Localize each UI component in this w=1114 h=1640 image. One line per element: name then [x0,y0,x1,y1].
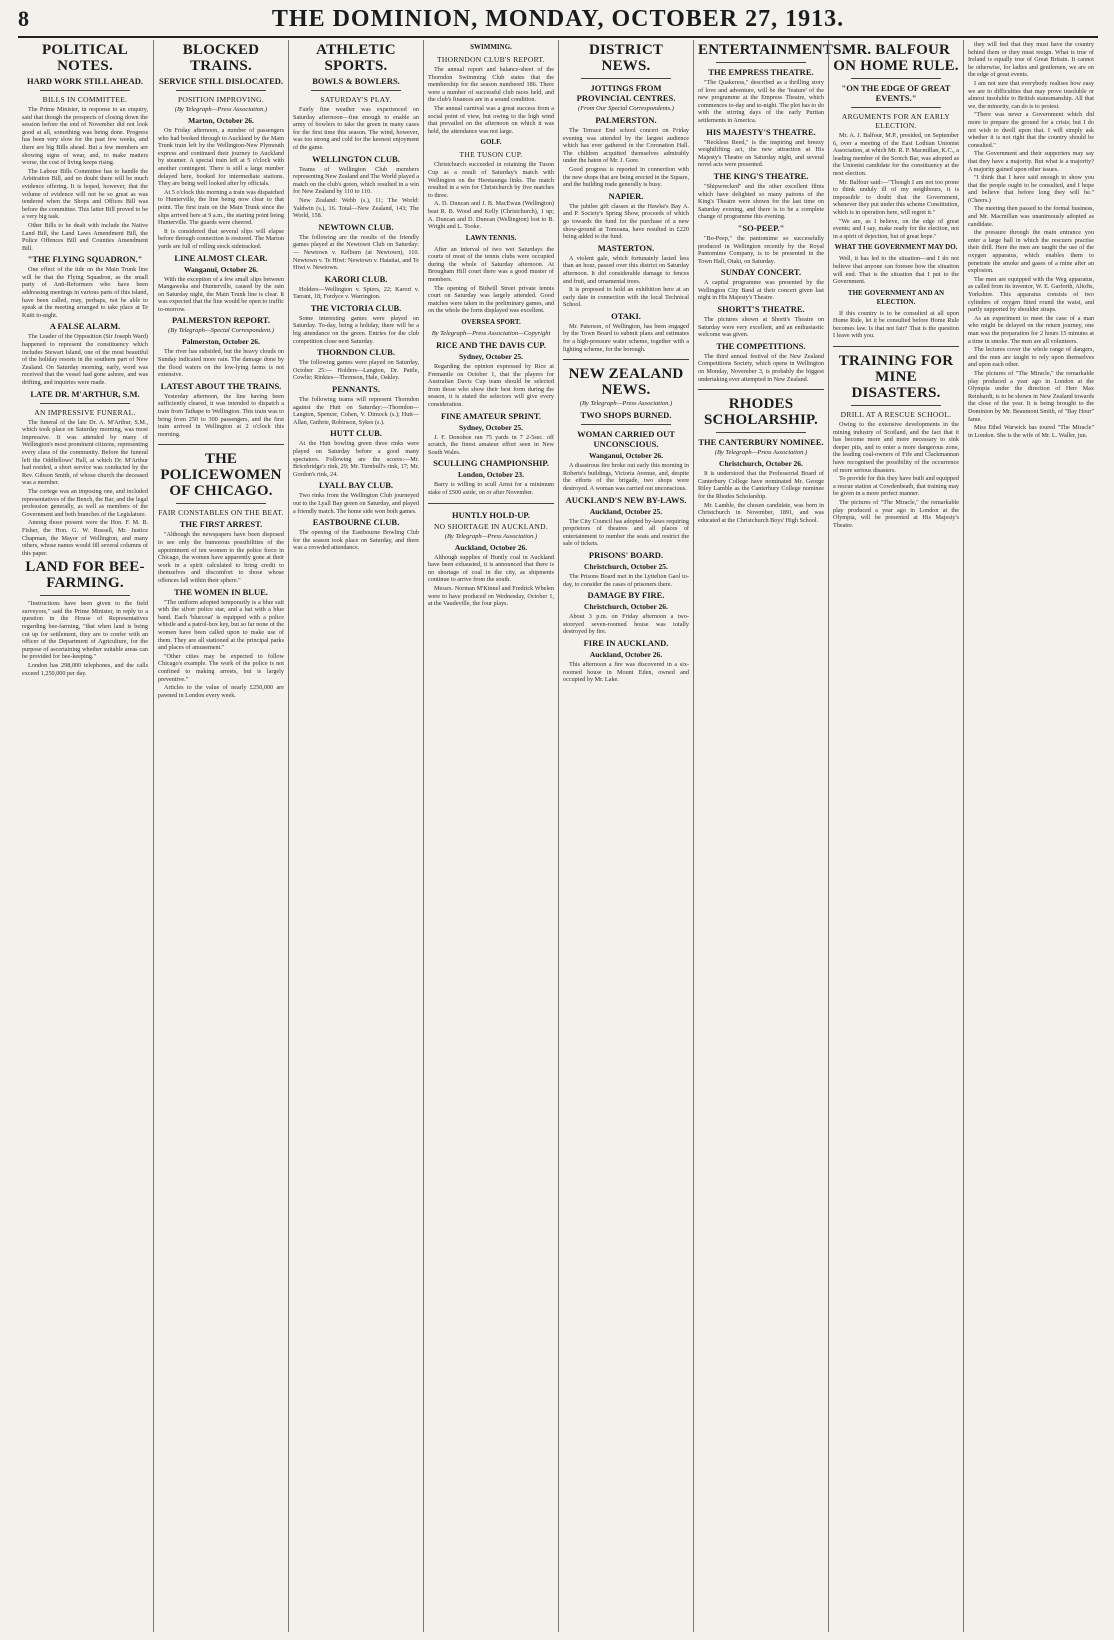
article-subheading: THE WOMEN IN BLUE. [174,586,268,597]
article-paragraph: The Prime Minister, in response to an enquiry, said that though the prospects of closing down the session before the end of November did not look good at all, something was being done. Progress has been very slow for the past few weeks, and there are big Bills ahead. But a few members are showing signs of wear, and, to make matters worse, the cost of living keeps rising. [22,106,148,167]
credit-line: (By Telegraph—Press Association.) [444,532,538,540]
divider-rule [851,405,941,406]
article-paragraph: The opening of Bidwill Street private tennis court on Saturday was largely attended. Good matches were taken in the preliminary games, and on the whole the form displayed was excellent. [428,284,554,315]
article-paragraph: Mr. A. J. Balfour, M.P., presided, on September 6, over a meeting of the East Lothian Unionist Association, at which Mr. R. P. Macmillan, K.C., a leading member of the Scotch Bar, was adopted as the Unionist candidate for the constituency at the next election. [833,132,959,177]
article-paragraph: The river has subsided, but the heavy clouds on Sunday indicated more rain. The damage done by the flood waters on the low-lying farms is not extensive. [158,348,284,379]
article-subheading: WOMAN CARRIED OUT UNCONSCIOUS. [577,429,675,450]
article-subheading: HUNTLY HOLD-UP. [452,509,530,520]
divider-rule [176,503,266,504]
article-subheading: HIS MAJESTY'S THEATRE. [706,126,816,137]
column-divider-rule [158,444,284,445]
article-subheading: EASTBOURNE CLUB. [312,517,400,528]
article-subheading: NEWTOWN CLUB. [318,221,394,232]
dateline: Marton, October 26. [188,116,254,125]
article-paragraph: "There was never a Government which did more to prepare the ground for a crisis; but I do not wish to dwell upon that. I will simply ask whether it is not right that the country should be consulted." [968,111,1094,149]
column-content [694,42,846,524]
article-paragraph: Some interesting games were played on Saturday. To-day, being a holiday, there will be a big attendance on the green. Entries for the club competition close next Saturday. [293,314,419,345]
article-section-label: BILLS IN COMMITTEE. [42,95,128,104]
column-divider-rule [698,389,824,390]
article-paragraph: The cortege was an imposing one, and included representatives of the Bench, the Bar, and the legal profession generally, as well as members of the Government and both branches of the Legislature. [22,487,148,518]
section-heading: LAWN TENNIS. [465,233,517,242]
article-paragraph: The annual carnival was a great success from a social point of view, but owing to the high wind that prevailed on the afternoon on which it was held, the attendance was not large. [428,104,554,135]
column-content [289,42,423,552]
column-divider-rule [428,503,554,504]
article-paragraph: The Leader of the Opposition (Sir Joseph Ward) happened to represent the constituency which includes Stewart Island, one of the most beautiful of the holiday resorts in the southern part of New Zealand. On Saturday morning, early, word was received that the vessel had gone ashore, and was drifting, and inquiries were made. [22,333,148,386]
article-paragraph: Holders—Wellington v. Spiers, 22; Karori v. Tarrant, 18; Fordyce v. Warrington. [293,285,419,301]
divider-rule [716,432,806,433]
article-paragraph: The funeral of the late Dr. A. M'Arthur, S.M., which took place on Saturday morning, was most impressive. It was attended by many of Wellington's most prominent citizens, representing every class of the community. Before the funeral left the Oddfellows' Hall, at which Dr. M'Arthur had resided, a short service was conducted by the Rev. Gibson Smith, of whose church the deceased was a member. [22,418,148,487]
article-subheading: WELLINGTON CLUB. [312,153,400,164]
column-6 [693,40,846,1632]
article-subheading: HUTT CLUB. [330,428,382,439]
divider-rule [716,62,806,63]
article-paragraph: Although supplies of Huntly coal in Auckland have been exhausted, it is announced that there is no shortage of coal in the city, as shipments continue to arrive from the south. [428,553,554,584]
article-paragraph: As an experiment to meet the case of a man who might be delayed on the return journey, one man was the preparation for 2 hours 15 minutes at a time in smoke. The men are all volunteers. [968,314,1094,345]
article-subheading: LATE DR. M'ARTHUR, S.M. [30,388,140,399]
article-paragraph: It is proposed to hold an exhibition here at an early date in connection with the local Technical School. [563,286,689,309]
column-content [424,43,558,608]
article-subheading: THORNDON CLUB. [317,347,395,358]
column-divider-rule [833,346,959,347]
article-paragraph: A violent gale, which fortunately lasted less than an hour, passed over this district on Saturday afternoon. It did considerable damage to fences and fruit, and ornamental trees. [563,254,689,285]
section-heading: SWIMMING. [470,43,512,51]
column-8 [963,40,1098,1632]
article-headline: TRAINING FOR MINE DISASTERS. [838,353,954,402]
article-paragraph: The Government and their supporters may say that they have a majority. But what is a majority? A majority gained upon other issues. [968,150,1094,173]
credit-line: (By Telegraph—Press Association.) [579,400,673,408]
article-section-label: FAIR CONSTABLES ON THE BEAT. [158,508,284,518]
article-paragraph: About 3 p.m. on Friday afternoon a two-storeyed seven-roomed house was totally destroyed by fire. [563,613,689,636]
article-headline: LAND FOR BEE-FARMING. [25,559,145,592]
article-subheading: SHORTT'S THEATRE. [717,304,805,315]
dateline: Christchurch, October 26. [719,459,803,469]
article-headline: POLITICAL NOTES. [42,42,128,74]
article-paragraph: "Other cities may be expected to follow Chicago's example. The work of the police is not confined to making arrests, but is largely preventive." [158,652,284,683]
page-number: 8 [18,6,29,31]
article-headline: ENTERTAINMENTS. [698,42,846,58]
article-subheading: "THE FLYING SQUADRON." [27,254,143,265]
article-subheading: THE EMPRESS THEATRE. [708,67,814,77]
article-headline: ATHLETIC SPORTS. [316,42,396,74]
article-subheading: AUCKLAND'S NEW BY-LAWS. [565,494,687,505]
article-paragraph: Articles to the value of nearly £250,000 are pawned in London every week. [158,684,284,699]
divider-rule [40,90,130,91]
column-3 [288,40,423,1632]
column-content [559,42,693,684]
article-paragraph: The jubilee gift classes at the Hawke's Bay A. and P. Society's Spring Show, proceeds of which go towards the fund for the purchase of a new show-ground at Tomoana, have resulted in £220 being added to the fund. [563,202,689,241]
article-section-label: AN IMPRESSIVE FUNERAL. [34,407,136,417]
article-headline: NEW ZEALAND NEWS. [568,366,684,399]
article-paragraph: The opening of the Eastbourne Bowling Club for the season took place on Saturday, and there was a crowded attendance. [293,529,419,552]
article-paragraph: To provide for this they have built and equipped a rescue station at Cowdenbeath, that training may be given in a more perfect manner. [833,475,959,498]
column-content [829,42,963,529]
credit-line: By Telegraph—Press Association—Copyright [431,330,551,338]
column-content [964,41,1098,439]
article-paragraph: "We are, as I believe, on the edge of great events; and I say, make ready for the election, not in a spirit of dejection, but of great hope." [833,217,959,240]
article-paragraph: Barry is willing to scull Arnst for a minimum stake of £500 aside, on or after November. [428,481,554,496]
article-paragraph: The pictures of "The Miracle," the remarkable play produced a year ago in London at the Olympia under the direction of Herr Max Reinhardt, is to be shown in New Zealand towards the close of the year. It is being brought to the Dominion by Mr. Beaumont Smith, of "Bay Hour" fame. [968,369,1094,423]
article-subheading: "SO-PEEP." [737,222,785,233]
article-section-label: DRILL AT A RESCUE SCHOOL. [840,410,952,420]
divider-rule [851,107,941,108]
article-paragraph: The following games were played on Saturday, October 25:— Holders—Langton, Dr. Pattle, Cowlie; Rinkies—Thomson, Hale, Oakley. [293,359,419,382]
article-headline: RHODES SCHOLARSHIP. [704,396,818,429]
article-headline: MR. BALFOUR ON HOME RULE. [833,42,959,74]
article-paragraph: A. D. Duncan and J. B. MacEwan (Wellington) beat R. B. Wood and Kelly (Christchurch), 1 up; A. Duncan and D. Duncan (Wellington) lost to B. Wright and L. Tooke. [428,200,554,231]
article-subheading: FINE AMATEUR SPRINT. [440,410,542,421]
column-1 [18,40,152,1632]
article-paragraph: Teams of Wellington Club members representing New Zealand and The World played a match on the club's green, which resulted in a win for New Zealand by 110 to 110. [293,165,419,196]
article-paragraph: The third annual festival of the New Zealand Competitions Society, which opens in Wellington on Monday, November 3, is probably the biggest undertaking ever attempted in New Zealand. [698,352,824,383]
article-subheading: PRISONS' BOARD. [588,550,664,560]
article-subheading: THE VICTORIA CLUB. [310,302,402,313]
article-paragraph: If this country is to be consulted at all upon Home Rule, let it be consulted before Home Rule becomes law. Is that not fair? That is the question I leave with you. [833,309,959,340]
article-subheading: SUNDAY CONCERT. [720,267,802,278]
credit-line: (From Our Special Correspondents.) [578,105,674,112]
dateline: London, October 23. [457,470,525,480]
article-subheading: "ON THE EDGE OF GREAT EVENTS." [841,83,951,103]
section-heading: THE GOVERNMENT AND AN ELECTION. [847,288,945,306]
article-paragraph: "I think that I have said enough to show you that the people ought to be consulted, and I hope and believe that before long they will be." (Cheers.) [968,174,1094,204]
article-paragraph: The Labour Bills Committee has to handle the Arbitration Bill, and no doubt there will be much evidence offering. It is hoped, however, that the volume of evidence will not be so great as was tendered when the Shops and Offices Bill was before the committee. This latter Bill proved to be a very big task. [22,167,148,221]
article-paragraph: The pictures shown at Shortt's Theatre on Saturday were very excellent, and an enthusiastic welcome was given. [698,316,824,339]
article-paragraph: "The Quakeress," described as a thrilling story of love and adventure, will be the 'feature' of the new programme at the Empress Theatre, which commences to-day and to-night. The plot has to do with the stirring days of the early Puritan settlements in America. [698,79,824,124]
article-paragraph: The Terrace End school concert on Friday evening was attended by the largest audience which has ever gathered in the Coronation Hall. The children acquitted themselves admirably under the baton of Mr. J. Gore. [563,127,689,165]
article-paragraph: "Reckless Reed," is the inspiring and breezy weightlifting act, the new attraction at His Majesty's Theatre on Saturday night, and several novel acts were presented. [698,138,824,169]
article-paragraph: The men are equipped with the Weg apparatus, as called from its inventor, W. E. Garforth, Altofts, Yorkshire. This apparatus consists of two cylinders of oxygen fitted round the waist, and partly supported by shoulder straps. [968,275,1094,314]
article-paragraph: At the Hutt bowling green three rinks were played on Saturday before a good many spectators. Following are the scores:—Mr. Bricebridge's rink, 29; Mr. Turnbull's rink, 17; Mr. Gordon's rink, 24. [293,440,419,478]
dateline: Sydney, October 25. [458,422,524,432]
article-paragraph: Well, it has led to the situation—and I do not believe that anyone can foresee how the situation will end. That is the situation that I put to the Government. [833,255,959,286]
article-section-label: SATURDAY'S PLAY. [320,95,392,104]
article-subheading: BOWLS & BOWLERS. [312,76,400,86]
column-7 [828,40,963,1632]
article-subheading: DAMAGE BY FIRE. [587,590,665,601]
article-paragraph: The lectures cover the whole range of dangers, and the men are taught to rely upon themselves and upon each other. [968,346,1094,369]
article-paragraph: Fairly fine weather was experienced on Saturday afternoon—fine enough to enable an army of bowlers to take the green in many cases for the first time this season. The wind, however, was too strong and cold for the keenest enjoyment of the game. [293,106,419,151]
article-subheading: LINE ALMOST CLEAR. [174,252,268,263]
article-paragraph: Regarding the opinion expressed by Rice at Fremantle on October 1, that the players for Australian Davis Cup team should be selected from those who show their best form during the season, it is stated the selectors will give every consideration. [428,363,554,408]
article-paragraph: It is understood that the Professorial Board of Canterbury College have nominated Mr. George Riley Lamble as the Canterbury College nominee for the Rhodes Scholarship. [698,470,824,500]
article-subheading: TWO SHOPS BURNED. [580,410,672,421]
dateline: Christchurch, October 25. [584,562,668,571]
article-paragraph: "Bo-Peep," the pantomime so successfully produced in Wellington recently by the Royal Pantomime Company, is to be presented in the Town Hall, Otaki, on Saturday. [698,234,824,265]
divider-rule [581,424,671,425]
section-heading: OVERSEA SPORT. [461,318,521,327]
section-heading: GOLF. [480,138,502,147]
article-subheading: PALMERSTON. [595,115,657,125]
article-paragraph: Yesterday afternoon, the line having been sufficiently cleared, it was intended to dispatch a train from Taihape to Wellington. This train was to bring from 250 to 300 passengers, and the first train arrived in Wellington at 2 o'clock this morning. [158,392,284,438]
divider-rule [40,595,130,596]
divider-rule [311,90,401,91]
divider-rule [851,78,941,79]
article-paragraph: The following teams will represent Thorndon against the Hutt on Saturday:—Thorndon—Langton, Spencer, Cohen, V. Dimock (s.); Hutt—Allan, Guthrie, Robinson, Sykes (s.). [293,396,419,426]
dateline: Auckland, October 26. [589,649,663,659]
article-subheading: LATEST ABOUT THE TRAINS. [160,380,282,391]
divider-rule [40,403,130,404]
article-paragraph: "Although the newspapers have been disposed to see only the humorous possibilities of the appointment of ten women to the police force in Chicago, the women have apparently gone at their work in a spirit calculated to bring credit to themselves and discomfort to those whose offences fall within their sphere." [158,531,284,584]
article-subheading: THE COMPETITIONS. [716,340,806,351]
dateline: Palmerston, October 26. [182,337,260,347]
article-subheading: LYALL BAY CLUB. [318,480,394,491]
article-paragraph: A capital programme was presented by the Wellington City Band at their concert given last night in His Majesty's Theatre. [698,279,824,302]
article-paragraph: Other Bills to be dealt with include the Native Land Bill, the Land Laws Amendment Bill, the Police Offences Bill and Counties Amendment Bill. [22,221,148,252]
article-headline: BLOCKED TRAINS. [182,42,260,74]
article-subheading: RICE AND THE DAVIS CUP. [436,340,546,351]
credit-line: (By Telegraph—Press Association.) [174,106,268,113]
article-paragraph: I am not sure that everybody realises how easy we are to difficulties that may prove insoluble or almost insoluble to British statesmanship. All that we, the minority, can do is to protest. [968,79,1094,110]
article-paragraph: Two rinks from the Wellington Club journeyed out to the Lyall Bay green on Saturday, and played a friendly match. The home side won both games. [293,492,419,515]
article-paragraph: Mr. Balfour said:—"Though I am not too prone to think unduly ill of my neighbours, it is impossible to doubt that the Government, whenever they put under this scheme Constitution, which is in operation here, will regret it." [833,178,959,216]
article-section-label: NO SHORTAGE IN AUCKLAND. [433,521,549,531]
article-paragraph: Owing to the extensive developments in the mining industry of Scotland, and the fact that it has become more and more necessary to sink deeper pits, and to enter a more dangerous zone, the leading coal-owners of Fife and Clackmannan have recognised the possibility of the occurrence of more serious disasters. [833,421,959,474]
article-subheading: A FALSE ALARM. [49,321,121,332]
article-paragraph: New Zealand: Webb (s.), 11; The World: Yaldwin (s.), 16. Total—New Zealand, 143; The World, 158. [293,196,419,220]
article-paragraph: A disastrous fire broke out early this morning in Roberts's buildings, Victoria Avenue, and, despite the efforts of the brigade, two shops were destroyed. A woman was carried out unconscious. [563,462,689,493]
credit-line: (By Telegraph—Special Correspondent.) [168,327,274,335]
article-subheading: NAPIER. [608,190,644,201]
article-paragraph: After an interval of two wet Saturdays the courts of most of the tennis clubs were occupied during the whole of Saturday afternoon. At Brougham Hill court there was a good muster of members. [428,245,554,284]
dateline: Wanganui, October 26. [183,264,259,274]
divider-rule [581,78,671,79]
article-paragraph: It is considered that several slips will elapse before through connection is restored. The Marton yards are full of rolling stock sidetracked. [158,227,284,250]
article-section-label: THORNDON CLUB'S REPORT. [437,55,545,64]
divider-rule [176,90,266,91]
masthead [18,6,1098,38]
article-headline: THE POLICEWOMEN OF CHICAGO. [160,451,282,500]
article-subheading: OTAKI. [611,310,641,321]
article-paragraph: On Friday afternoon, a number of passengers who had booked through to Auckland by the Main Trunk train left by the Wellington-New Plymouth express and continued their journey to Auckland by steamer. A special train left at 5 o'clock with another contingent. There is still a large number delayed here, booked for intermediate stations. They are being well looked after by officials. [158,127,284,188]
article-paragraph: they will feel that they must have the country behind them or they must resign. What is true of Ireland is equally true of Great Britain. It cannot be otherwise, for ladies and gentlemen, we are on the edge of great events. [968,41,1094,79]
article-paragraph: Miss Ethel Warwick has toured "The Miracle" in London. She is the wife of Mr. L. Waller, jun. [968,424,1094,439]
dateline: Auckland, October 26. [454,542,528,552]
section-heading: WHAT THE GOVERNMENT MAY DO. [834,243,958,252]
article-subheading: SCULLING CHAMPIONSHIP. [433,458,549,469]
column-2 [153,40,288,1632]
article-paragraph: Mr. Paterson, of Wellington, has been engaged by the Town Board to submit plans and estimates for a high-pressure water scheme, together with a lighting scheme, for the borough. [563,322,689,353]
article-section-label: ARGUMENTS FOR AN EARLY ELECTION. [841,112,951,130]
article-paragraph: The Prisons Board met in the Lyttelton Gaol to-day, to consider the cases of prisoners there. [563,573,689,588]
article-paragraph: Messrs. Norman M'Kinnel and Fredrick Whelen were to have produced on Wednesday, October 1, at the Vaudeville, the four plays. [428,584,554,608]
column-content [18,42,152,677]
article-subheading: FIRE IN AUCKLAND. [583,637,669,648]
article-paragraph: Christchurch succeeded in retaining the Tuson Cup as a result of Saturday's match with Wellington on the Heretaunga links. The match resulted in a win for Christchurch by five matches to three. [428,161,554,199]
column-5 [558,40,693,1632]
column-divider-rule [563,359,689,360]
article-subheading: JOTTINGS FROM PROVINCIAL CENTRES. [576,83,676,103]
article-subheading: PENNANTS. [332,384,380,395]
article-paragraph: The following are the results of the friendly games played at the Newtown Club on Saturday:— Newtown v. Kelburn (at Newtown), 110. Newtown v. Te Hiwi: Newtown v. Hataitai, and Te Hiwi v. Newtown. [293,233,419,272]
article-subheading: MASTERTON. [597,242,655,253]
article-paragraph: The pictures of "The Miracle," the remarkable play produced a year ago in London at the Olympia, will be presented at His Majesty's Theatre. [833,499,959,529]
article-paragraph: J. F. Donohoe ran 75 yards in 7 2-5sec. off scratch, the finest amateur effort seen in New South Wales. [428,433,554,456]
article-paragraph: "Shipwrecked" and the other excellent films which have delighted so many patrons of the King's Theatre were shown for the last time on Saturday evening, and there is to be a complete change of programme this evening. [698,182,824,221]
article-subheading: THE CANTERBURY NOMINEE. [698,437,824,448]
dateline: Sydney, October 25. [458,352,524,362]
columns-container [18,40,1098,1632]
article-subheading: HARD WORK STILL AHEAD. [26,76,144,86]
article-headline: DISTRICT NEWS. [588,42,664,74]
column-4 [423,40,558,1632]
article-paragraph: The annual report and balance-sheet of the Thorndon Swimming Club states that the membership for the season numbered 186. There were a number of successful club races held, and the club's finances are in a sound condition. [428,66,554,104]
dateline: Auckland, October 25. [589,506,663,516]
column-content [154,42,288,699]
article-subheading: SERVICE STILL DISLOCATED. [158,76,284,86]
article-section-label: POSITION IMPROVING. [177,95,265,104]
article-section-label: THE TUSON CUP. [459,150,523,160]
article-paragraph: Among those present were the Hon. F. M. B. Fisher, the Hon. G. W. Russell, Mr. Justice Chapman, the Mayor of Wellington, and many others, whose names would fill several columns of this paper. [22,519,148,557]
article-subheading: THE FIRST ARREST. [179,519,263,530]
article-paragraph: London has 298,000 telephones, and the calls exceed 1,250,000 per day. [22,662,148,677]
article-paragraph: This afternoon a fire was discovered in a six-roomed house in Mount Eden, owned and occupied by Mr. Lake. [563,660,689,684]
article-subheading: PALMERSTON REPORT. [172,315,270,326]
article-paragraph: At 5 o'clock this morning a train was dispatched to Hunterville, the line being now clear to that point. The first train on the Main Trunk since the slips arrived here at 9 a.m., the starting point being Hunterville. The guards were cheered. [158,188,284,227]
article-paragraph: Mr. Lamble, the chosen candidate, was born in Christchurch in November, 1891, and was educated at the Christchurch Boys' High School. [698,501,824,524]
article-paragraph: The City Council has adopted by-laws requiring proprietors of theatres and all places of entertainment to number the seats and restrict the sale of tickets. [563,517,689,548]
article-paragraph: With the exception of a few small slips between Mangaweka and Hunterville, caused by the rain on Saturday night, the Main Trunk line is clear. It was expected that the line would be open to traffic to-morrow. [158,275,284,313]
article-paragraph: Good progress is reported in connection with the new shops that are being erected in the Square, and the building trade generally is busy. [563,165,689,189]
article-paragraph: "The uniform adopted temporarily is a blue suit with the silver police star, and a hat with a blue band. Each 'bluecoat' is equipped with a police whistle and a patrol-box key, but so far none of the women have been called upon to make use of them. They are all stationed at the principal parks and places of amusement." [158,598,284,652]
article-paragraph: "Instructions have been given to the field surveyors," said the Prime Minister, in reply to a question in the House of Representatives regarding bee-farming, "that when land is being cut up for settlement, they are to confer with an officer of the Department of Agriculture, for the purpose of ascertaining whether suitable areas can be provided for bee-keeping." [22,600,148,661]
article-subheading: THE KING'S THEATRE. [713,170,809,181]
masthead-title: THE DOMINION, MONDAY, OCTOBER 27, 1913. [271,6,845,32]
dateline: Christchurch, October 26. [584,602,668,612]
article-paragraph: The meeting then passed to the formal business, and Mr. Macmillan was unanimously adopted as candidate. [968,205,1094,228]
credit-line: (By Telegraph—Press Association.) [714,449,808,457]
article-subheading: KARORI CLUB. [324,273,388,284]
article-paragraph: the pressure through the main entrance you enter a large hall in which the rescuers practise their drill. Here the men are taught the use of the oxygen apparatus, which enables them to penetrate the smoke and gases of a mine after an explosion. [968,229,1094,275]
dateline: Wanganui, October 26. [588,451,664,461]
article-paragraph: One effect of the tide on the Main Trunk line will be that the Flying Squadron, as the small party of Anti-Reformers who have been addressing meetings in various parts of this island, have been called, may, perhaps, not be able to speak at the meeting arranged to take place at Te Kuiti to-night. [22,266,148,319]
